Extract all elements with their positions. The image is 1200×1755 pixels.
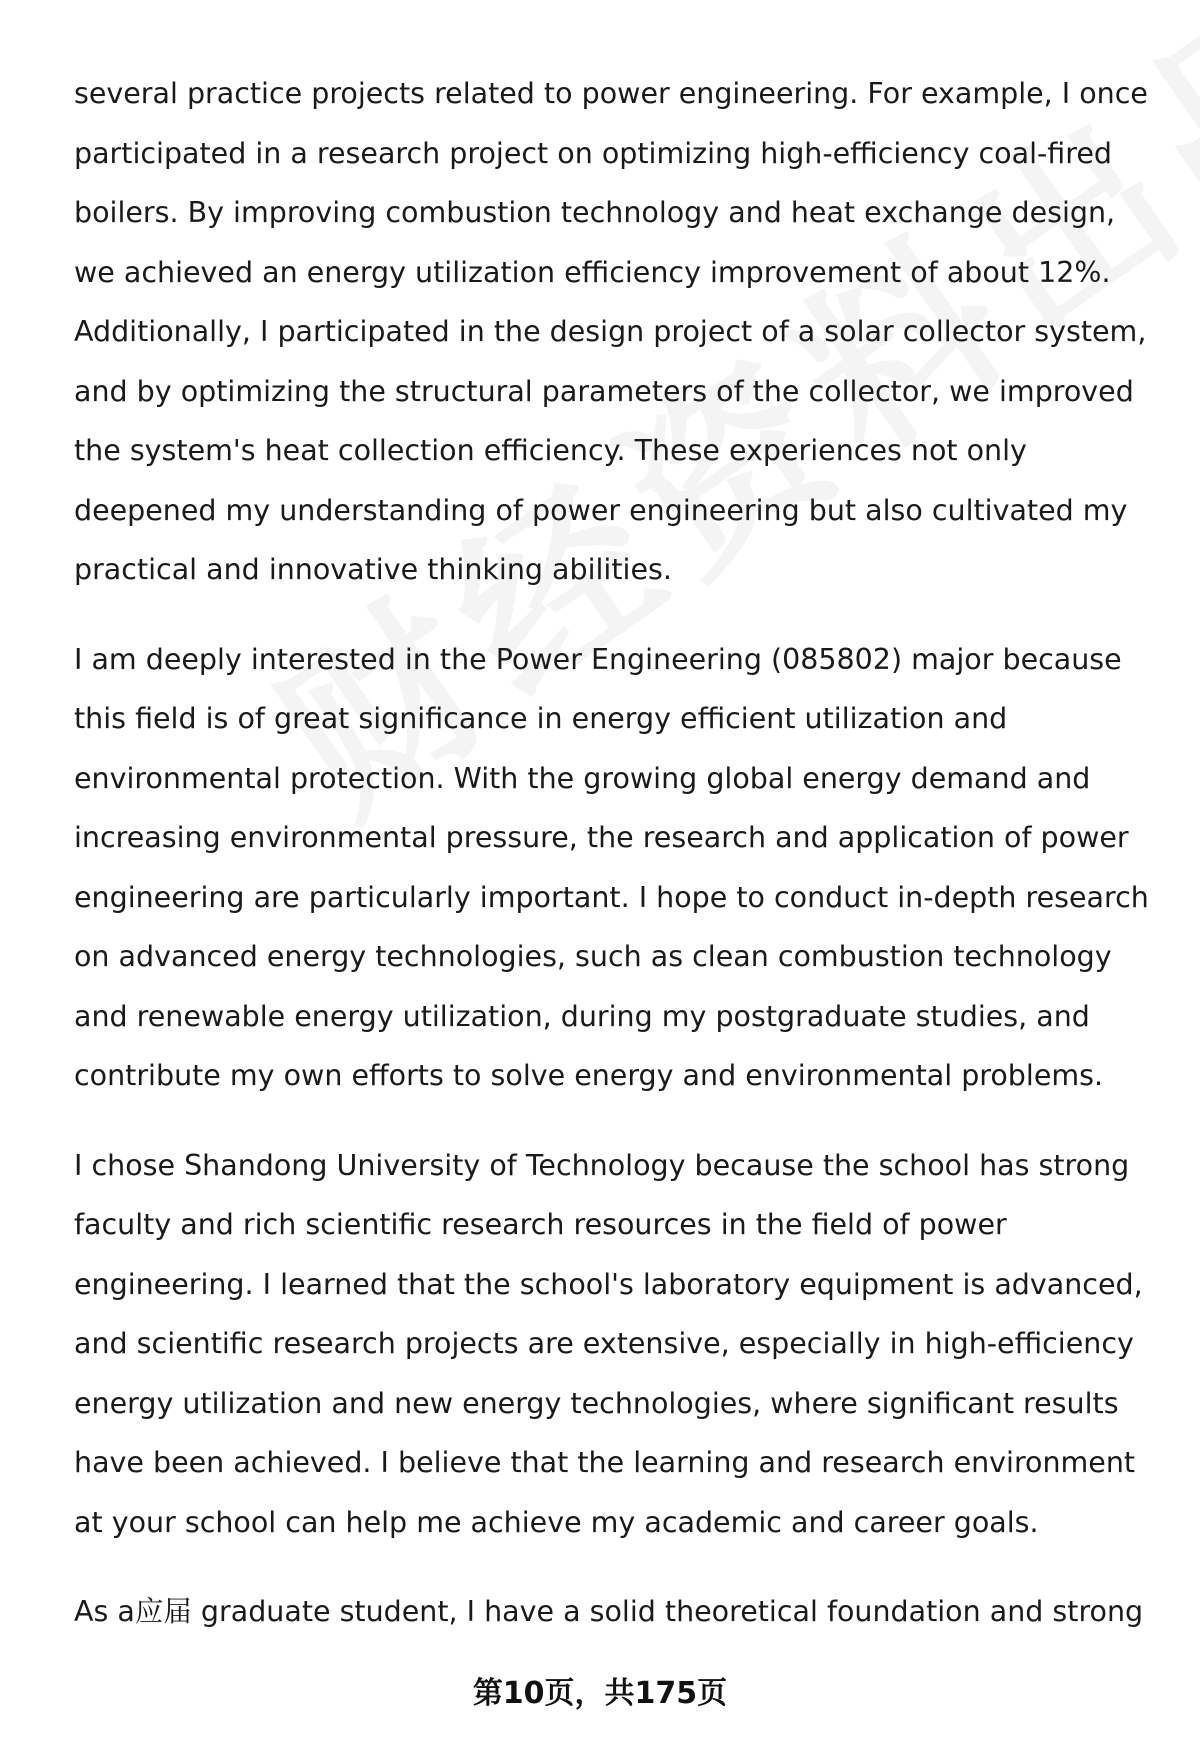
- paragraph-major-interest: I am deeply interested in the Power Engineering (085802) major because this field is of great significance in energy efficient utilization and environmental protection. With the growing global energy demand and increasing environmental pressure, the research and application of power engineering are particularly important. I hope to conduct in-depth research on advanced energy technologies, such as clean combustion technology and renewable energy utilization, during my postgraduate studies, and contribute my own efforts to solve energy and environmental problems.: [74, 642, 1149, 1092]
- paragraph-practice-projects: several practice projects related to power engineering. For example, I once participated in a research project on optimizing high-efficiency coal-fired boilers. By improving combustion technology and heat exchange design, we achieved an energy utilization efficiency improvement of about 12%. Additionally, I participated in the design project of a solar collector system, and by optimizing the structural parameters of the collector, we improved the system's heat collection efficiency. These experiences not only deepened my understanding of power engineering but also cultivated my practical and innovative thinking abilities.: [74, 77, 1148, 586]
- paragraph-school-choice: I chose Shandong University of Technology because the school has strong faculty and rich scientific research resources in the field of power engineering. I learned that the school's laboratory equipment is advanced, and scientific research projects are extensive, especially in high-efficiency energy utilization and new energy technologies, where significant results have been achieved. I believe that the learning and research environment at your school can help me achieve my academic and career goals.: [74, 1148, 1143, 1539]
- paragraph-graduate-student: As a应届 graduate student, I have a solid theoretical foundation and strong: [74, 1595, 1144, 1628]
- page-number: 第10页，共175页: [472, 1676, 728, 1711]
- document-body: [74, 64, 1154, 1672]
